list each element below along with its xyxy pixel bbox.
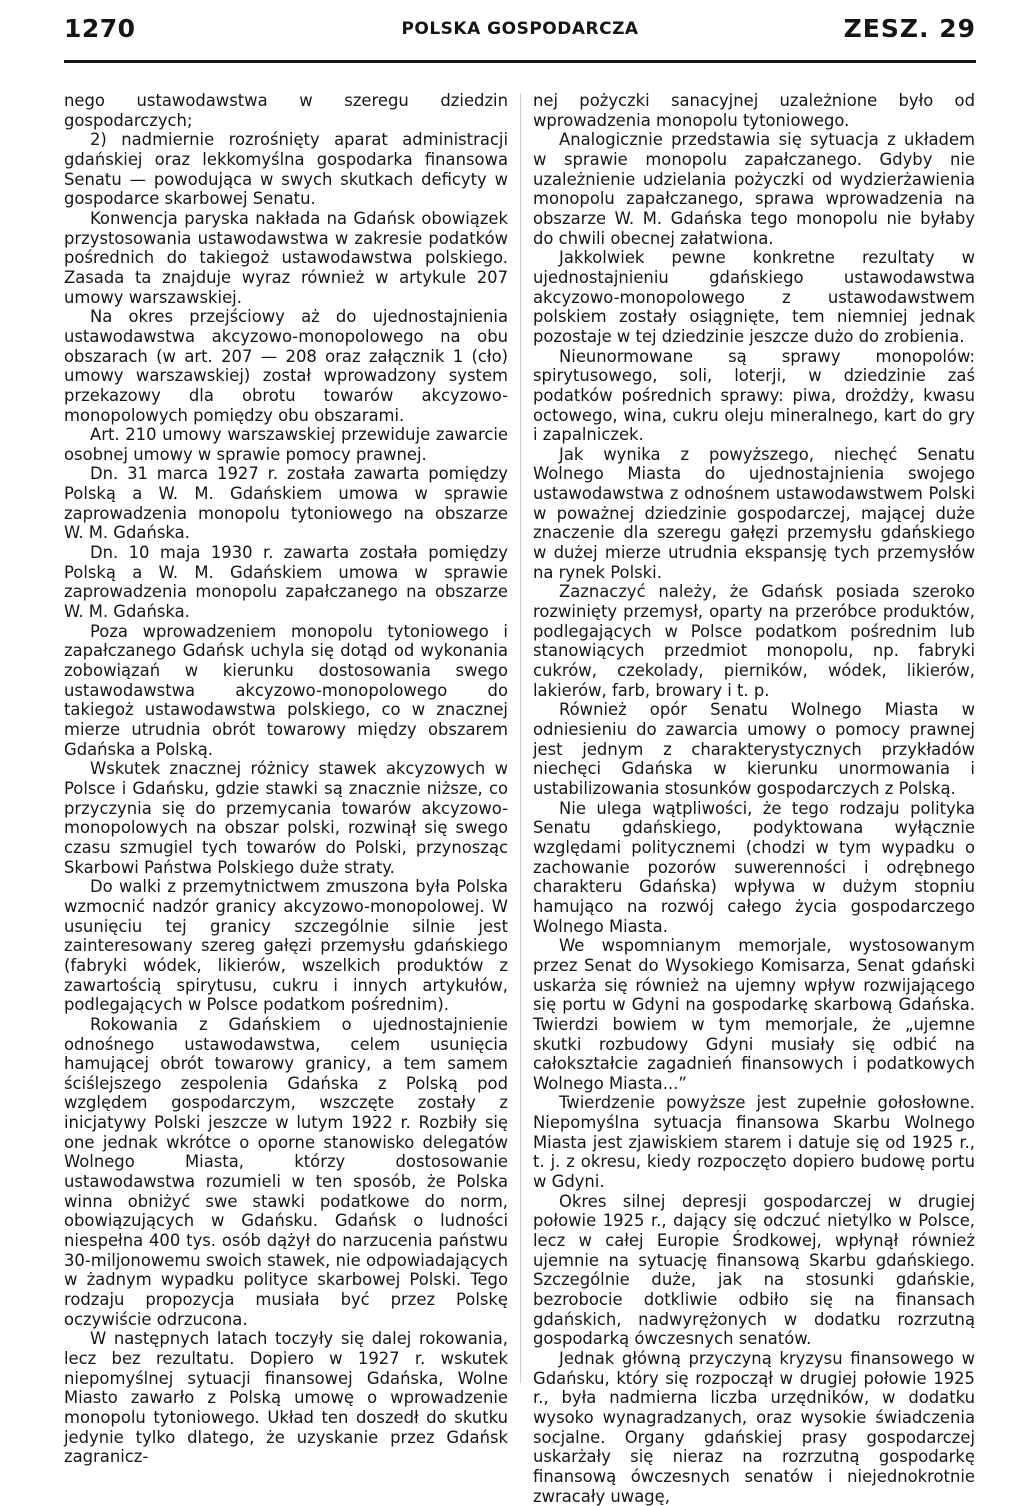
paragraph: Do walki z przemytnictwem zmuszona była Polska wzmocnić nadzór granicy akcyzowo-monopolowej. W usunięciu tej granicy szczególnie silnie jest zainteresowany szereg gałęzi przemysłu gdańskiego (fabryki wódek, likierów, wszelkich produktów z zawartością spirytusu, cukru i innych artykułów, podlegających w Polsce podatkom pośrednim). [64, 877, 508, 1015]
paragraph: Dn. 10 maja 1930 r. zawarta została pomiędzy Polską a W. M. Gdańskiem umowa w sprawie zaprowadzenia monopolu zapałczanego na obszarze W. M. Gdańska. [64, 543, 508, 622]
paragraph: Nieunormowane są sprawy monopolów: spirytusowego, soli, loterji, w dziedzinie zaś podatków pośrednich sprawy: piwa, drożdży, kwasu octowego, wina, cukru oleju mineralnego, kart do gry i zapalniczek. [533, 346, 975, 445]
paragraph: Analogicznie przedstawia się sytuacja z układem w sprawie monopolu zapałczanego. Gdyby nie uzależnienie udzielania pożyczki od wydzierżawienia monopolu zapałczanego, sprawa wprowadzenia na obszarze W. M. Gdańska tego monopolu nie byłaby do chwili obecnej załatwiona. [533, 130, 975, 248]
paragraph: Jak wynika z powyższego, niechęć Senatu Wolnego Miasta do ujednostajnienia swojego ustawodawstwa z odnośnem ustawodawstwem Polski w poważnej dziedzinie gospodarczej, mającej duże znaczenie dla szeregu gałęzi przemysłu gdańskiego w dużej mierze utrudnia ekspansję tych przemysłów na rynek Polski. [533, 444, 975, 582]
column-divider [520, 93, 521, 1383]
paragraph: W następnych latach toczyły się dalej rokowania, lecz bez rezultatu. Dopiero w 1927 r. wskutek niepomyślnej sytuacji finansowej Gdańska, Wolne Miasto zawarło z Polską umowę o wprowadzenie monopolu tytoniowego. Układ ten doszedł do skutku jedynie tylko dlatego, że uzyskanie przez Gdańsk zagranicz- [64, 1329, 508, 1467]
paragraph: Art. 210 umowy warszawskiej przewiduje zawarcie osobnej umowy w sprawie pomocy prawnej. [64, 425, 508, 464]
page-number: 1270 [64, 14, 136, 43]
page-header [64, 8, 976, 44]
left-column [64, 91, 508, 1467]
paragraph: We wspomnianym memorjale, wystosowanym przez Senat do Wysokiego Komisarza, Senat gdański uskarża się również na ujemny wpływ rozwijającego się portu w Gdyni na gospodarkę skarbową Gdańska. Twierdzi bowiem w tym memorjale, że „ujemne skutki rozbudowy Gdyni musiały się odbić na całokształcie zagadnień finansowych i podatkowych Wolnego Miasta...” [533, 936, 975, 1093]
paragraph: Również opór Senatu Wolnego Miasta w odniesieniu do zawarcia umowy o pomocy prawnej jest jednym z charakterystycznych przykładów niechęci Gdańska w kierunku unormowania i ustabilizowania stosunków gospodarczych z Polską. [533, 700, 975, 798]
paragraph: Nie ulega wątpliwości, że tego rodzaju polityka Senatu gdańskiego, podyktowana wyłącznie względami politycznemi (chodzi w tym wypadku o zachowanie pozorów suwerenności i odrębnego charakteru Gdańska) wpływa w dużym stopniu hamująco na rozwój całego życia gospodarczego Wolnego Miasta. [533, 798, 975, 936]
paragraph: Jakkolwiek pewne konkretne rezultaty w ujednostajnieniu gdańskiego ustawodawstwa akcyzowo-monopolowego z ustawodawstwem polskiem zostały osiągnięte, tem niemniej jednak pozostaje w tej dziedzinie jeszcze dużo do zrobienia. [533, 248, 975, 346]
journal-title: POLSKA GOSPODARCZA [401, 19, 639, 39]
paragraph: Dn. 31 marca 1927 r. została zawarta pomiędzy Polską a W. M. Gdańskiem umowa w sprawie zaprowadzenia monopolu tytoniowego na obszarze W. M. Gdańska. [64, 464, 508, 543]
paragraph: nej pożyczki sanacyjnej uzależnione było od wprowadzenia monopolu tytoniowego. [533, 91, 975, 130]
paragraph: Twierdzenie powyższe jest zupełnie gołosłowne. Niepomyślna sytuacja finansowa Skarbu Wolnego Miasta jest zjawiskiem starem i datuje się od 1925 r., t. j. z okresu, kiedy rozpoczęto dopiero budowę portu w Gdyni. [533, 1093, 975, 1192]
paragraph: Rokowania z Gdańskiem o ujednostajnienie odnośnego ustawodawstwa, celem usunięcia hamującej obrót towarowy granicy, a tem samem ściślejszego zespolenia Gdańska z Polską pod względem gospodarczym, wszczęte zostały z inicjatywy Polski jeszcze w lutym 1922 r. Rozbiły się one jednak wkrótce o oporne stanowisko delegatów Wolnego Miasta, którzy dostosowanie ustawodawstwa rozumieli w ten sposób, że Polska winna obniżyć swe stawki podatkowe do norm, obowiązujących w Gdańsku. Gdańsk o ludności niespełna 400 tys. osób dążył do narzucenia państwu 30-miljonowemu swoich stawek, nie odpowiadających w żadnym wypadku polityce skarbowej Polski. Tego rodzaju propozycja musiała być przez Polskę oczywiście odrzucona. [64, 1014, 508, 1329]
paragraph: Poza wprowadzeniem monopolu tytoniowego i zapałczanego Gdańsk uchyla się dotąd od wykonania zobowiązań w kierunku dostosowania swego ustawodawstwa akcyzowo-monopolowego do takiegoż ustawodawstwa polskiego, co w znacznej mierze utrudnia obrót towarowy między obszarem Gdańska a Polską. [64, 621, 508, 759]
paragraph: 2) nadmiernie rozrośnięty aparat administracji gdańskiej oraz lekkomyślna gospodarka finansowa Senatu — powodująca w swych skutkach deficyty w gospodarce skarbowej Senatu. [64, 130, 508, 209]
paragraph: Zaznaczyć należy, że Gdańsk posiada szeroko rozwinięty przemysł, oparty na przeróbce produktów, podlegających w Polsce podatkom pośrednim lub stanowiących przedmiot monopolu, np. fabryki cukrów, czekolady, pierników, wódek, likierów, lakierów, farb, browary i t. p. [533, 582, 975, 700]
paragraph: Wskutek znacznej różnicy stawek akcyzowych w Polsce i Gdańsku, gdzie stawki są znacznie niższe, co przyczynia się do przemycania towarów akcyzowo-monopolowych na obszar polski, rozwinął się swego czasu szmugiel tych towarów do Polski, przynosząc Skarbowi Państwa Polskiego duże straty. [64, 759, 508, 877]
header-rule [64, 60, 976, 63]
paragraph: Okres silnej depresji gospodarczej w drugiej połowie 1925 r., dający się odczuć nietylko w Polsce, lecz w całej Europie Środkowej, wpłynął również ujemnie na sytuację finansową Skarbu gdańskiego. Szczególnie duże, jak na stosunki gdańskie, bezrobocie dotkliwie odbiło się na finansach gdańskich, nadwyrężonych w dodatku rozrzutną gospodarką ówczesnych senatów. [533, 1191, 975, 1349]
paragraph: nego ustawodawstwa w szeregu dziedzin gospodarczych; [64, 91, 508, 130]
paragraph: Konwencja paryska nakłada na Gdańsk obowiązek przystosowania ustawodawstwa w zakresie podatków pośrednich do takiegoż ustawodawstwa polskiego. Zasada ta znajduje wyraz również w artykule 207 umowy warszawskiej. [64, 208, 508, 307]
issue-number: ZESZ. 29 [843, 14, 976, 43]
right-column [533, 91, 975, 1506]
paragraph: Jednak główną przyczyną kryzysu finansowego w Gdańsku, który się rozpoczął w drugiej połowie 1925 r., była nadmierna liczba urzędników, w dodatku wysoko wynagradzanych, oraz wysokie świadczenia socjalne. Organy gdańskiej prasy gospodarczej uskarżały się nieraz na rozrzutną gospodarkę finansową ówczesnych senatów i niejednokrotnie zwracały uwagę, [533, 1349, 975, 1506]
paragraph: Na okres przejściowy aż do ujednostajnienia ustawodawstwa akcyzowo-monopolowego na obu obszarach (w art. 207 — 208 oraz załącznik 1 (cło) umowy warszawskiej) został wprowadzony system przekazowy dla obrotu towarów akcyzowo-monopolowych pomiędzy obu obszarami. [64, 307, 508, 425]
